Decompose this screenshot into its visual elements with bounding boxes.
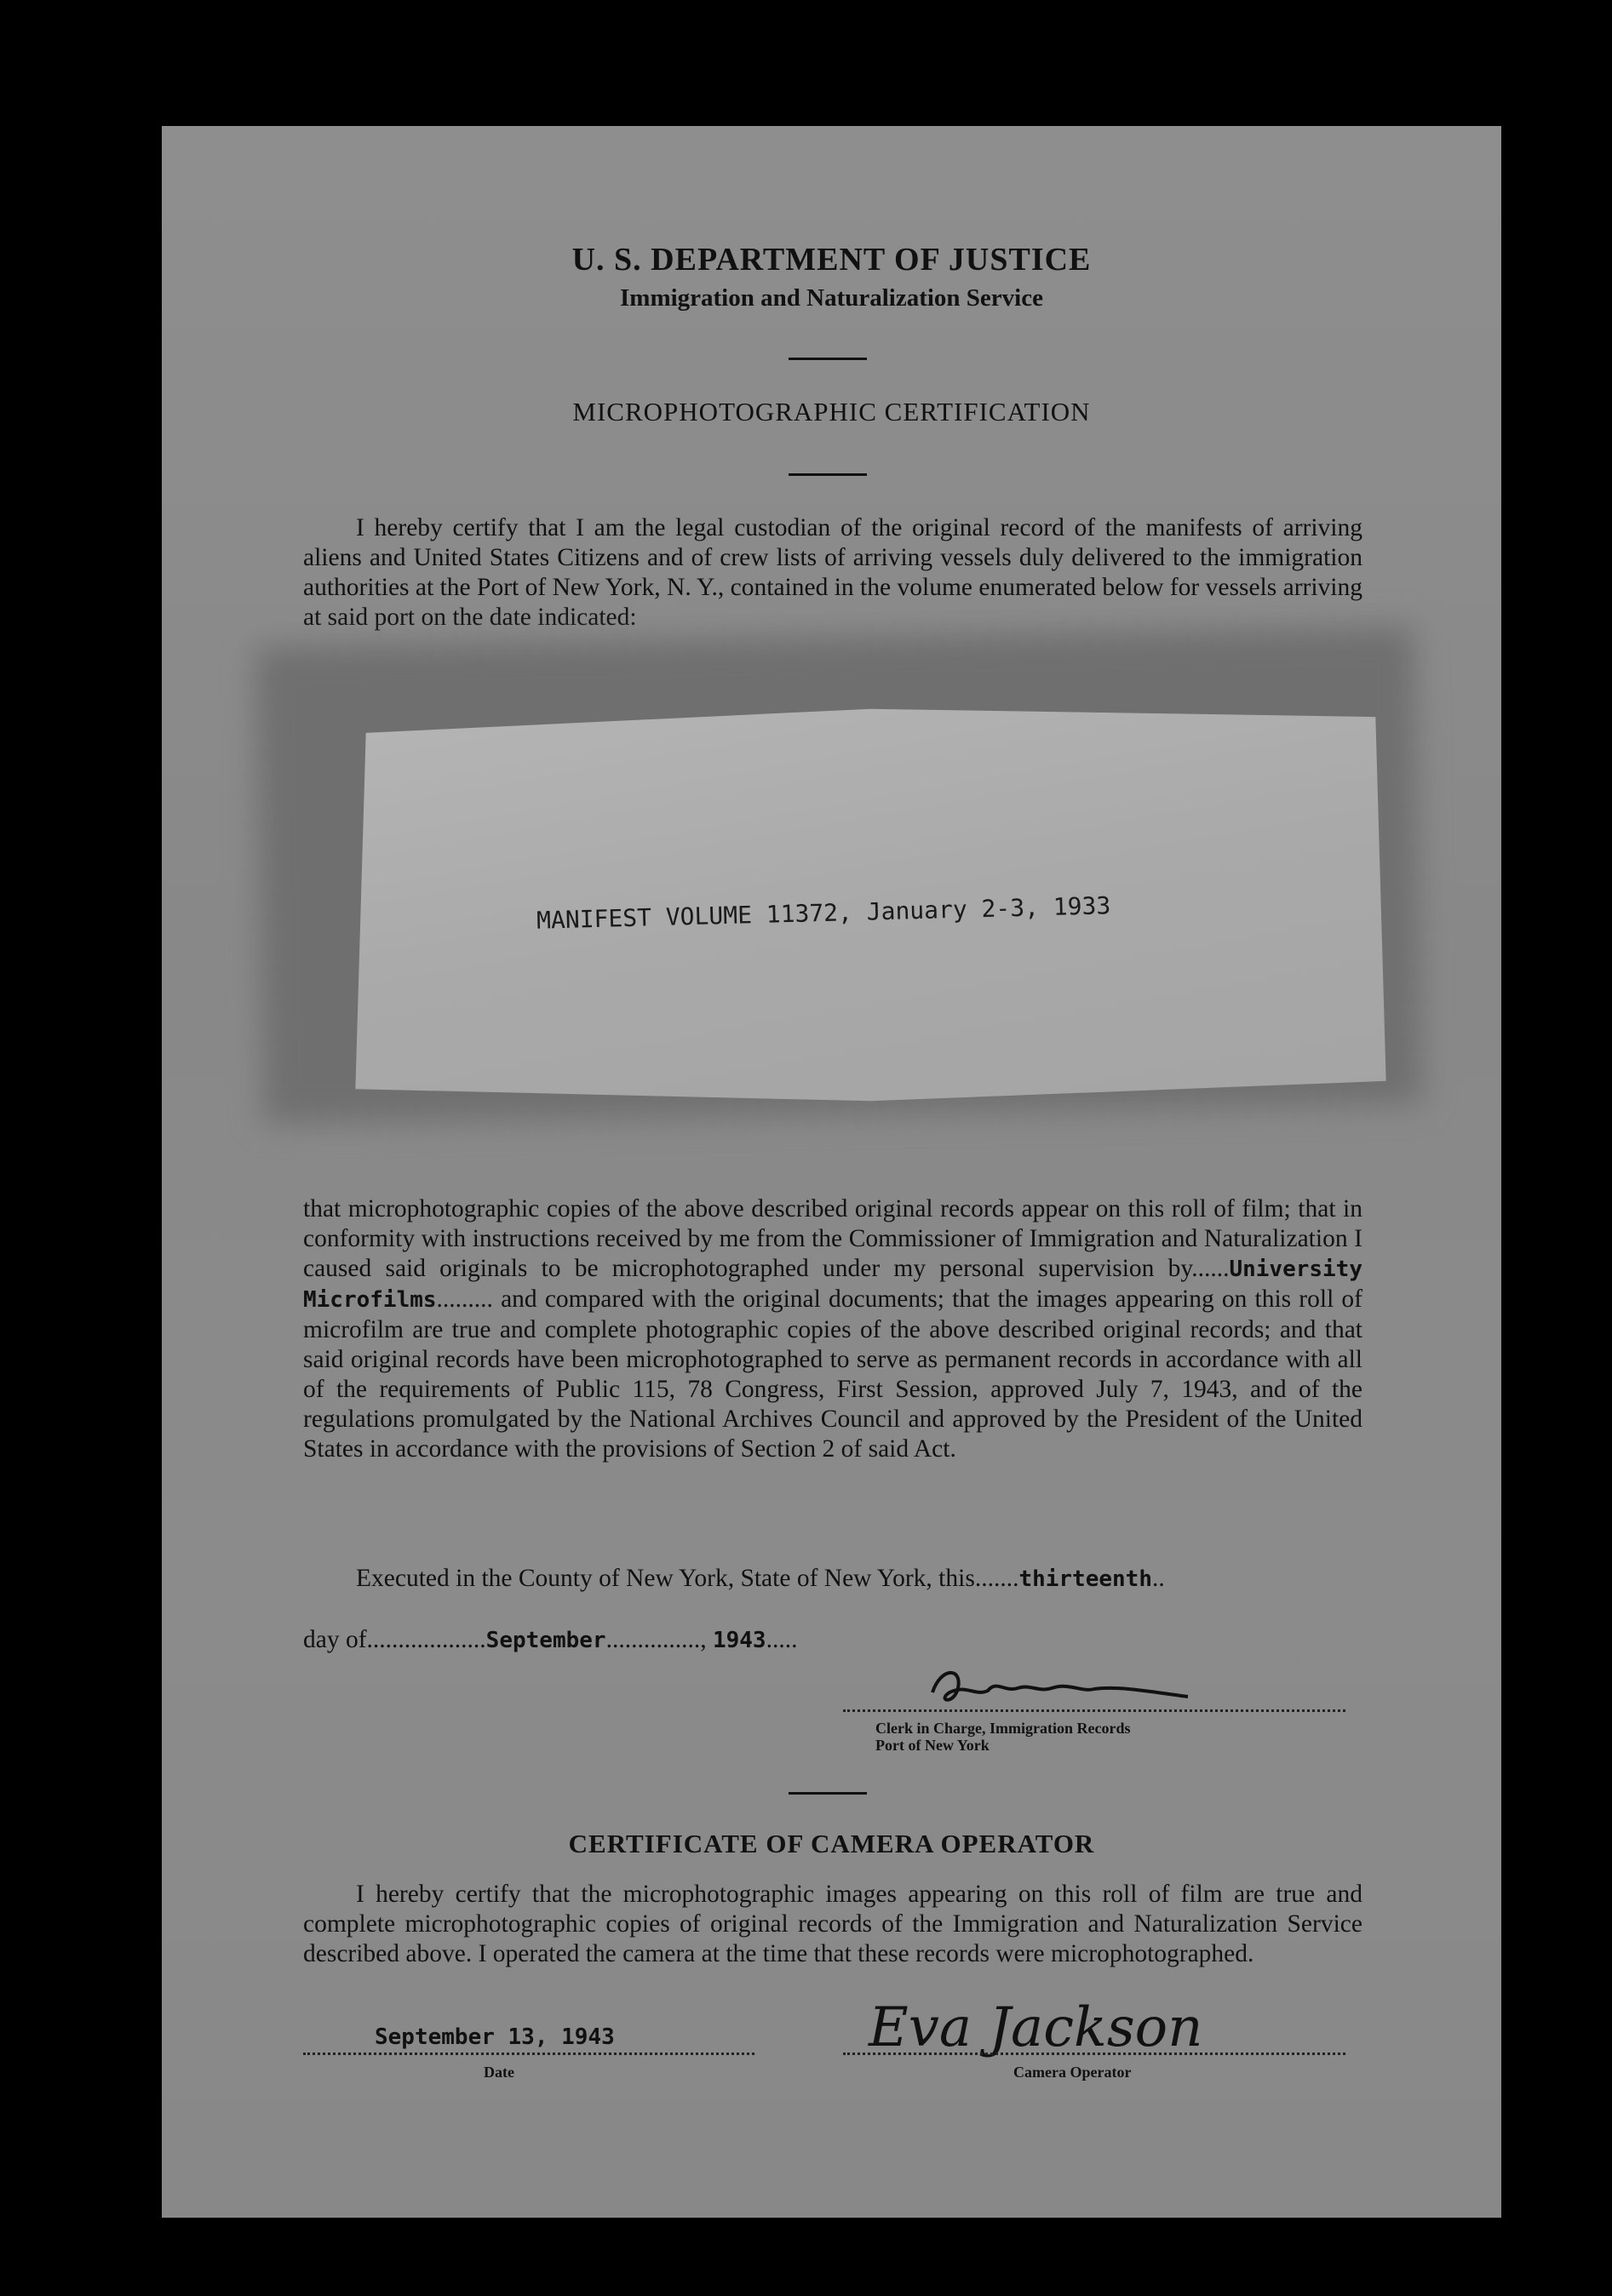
manifest-volume-label: MANIFEST VOLUME 11372, January 2-3, 1933 bbox=[536, 891, 1111, 935]
executed-text: Executed in the County of New York, State of New York, this bbox=[356, 1565, 975, 1592]
camera-operator-paragraph: I hereby certify that the microphotographic images appearing on this roll of film are true and complete microphotographic copies of original records of the Immigration and Naturalization Service described above. I operated the camera at the time that these records were microphotographed. bbox=[303, 1881, 1362, 1967]
microfilmer-name: University Microfilms bbox=[303, 1257, 1362, 1313]
day-of-line: day of...................September..............., 1943..... bbox=[303, 1626, 798, 1653]
divider bbox=[789, 358, 867, 360]
camera-operator-signature-text: Eva Jackson bbox=[869, 1996, 1203, 2059]
intro-paragraph: I hereby certify that I am the legal custodian of the original record of the manifests of arriving aliens and United States Citizens and of crew lists of arriving vessels duly delivered to the immigration authorities at the Port of New York, N. Y., contained in the volume enumerated below for vessels arriving at said port on the date indicated: bbox=[303, 514, 1362, 631]
certification-title: MICROPHOTOGRAPHIC CERTIFICATION bbox=[572, 397, 1091, 427]
service-subheading: Immigration and Naturalization Service bbox=[620, 284, 1043, 312]
clerk-title-line-2: Port of New York bbox=[875, 1737, 990, 1754]
certification-body: that microphotographic copies of the above described original records appear on this roll of film; that in conformity with instructions received by me from the Commissioner of Immigration and Naturalization I caused said originals to be microphotographed under my personal supervision by......University Microfilms......... and compared with the original documents; that the images appearing on this roll of microfilm are true and complete photographic copies of the above described original records; and that said original records have been microphotographed to serve as permanent records in accordance with all of the requirements of Public 115, 78 Congress, First Session, approved July 7, 1943, and of the regulations promulgated by the National Archives Council and approved by the President of the United States in accordance with the provisions of Section 2 of said Act. bbox=[303, 1195, 1363, 1463]
executed-line: Executed in the County of New York, State of New York, this.......thirteenth.. bbox=[356, 1565, 1165, 1592]
operator-date: September 13, 1943 bbox=[375, 2024, 615, 2050]
executed-day: thirteenth bbox=[1018, 1566, 1152, 1592]
camera-operator-title: CERTIFICATE OF CAMERA OPERATOR bbox=[568, 1829, 1095, 1858]
body-part-1: that microphotographic copies of the above described original records appear on this roll of film; that in conformity with instructions received by me from the Commissioner of Immigration and Naturalization I caused said originals to be microphotographed under my personal supervision by bbox=[303, 1195, 1362, 1282]
department-heading: U. S. DEPARTMENT OF JUSTICE bbox=[571, 242, 1092, 278]
date-line bbox=[303, 2053, 754, 2055]
divider bbox=[789, 473, 867, 476]
camera-operator-label: Camera Operator bbox=[1013, 2064, 1132, 2081]
day-of-label: day of bbox=[303, 1626, 367, 1653]
clerk-signature-line bbox=[843, 1709, 1345, 1712]
executed-month: September bbox=[485, 1628, 606, 1653]
body-part-2: and compared with the original documents; that the images appearing on this roll of microfilm are true and complete photographic copies of the above described original records; and that said original records have been microphotographed to serve as permanent records in accordance with all of the requirements of Public 115, 78 Congress, First Session, approved July 7, 1943, and of the regulations promulgated by the National Archives Council and approved by the President of the United States in accordance with the provisions of Section 2 of said Act. bbox=[303, 1285, 1363, 1463]
executed-year: 1943 bbox=[712, 1628, 766, 1653]
clerk-title-line-1: Clerk in Charge, Immigration Records bbox=[875, 1720, 1131, 1737]
camera-operator-signature bbox=[860, 1990, 1252, 2067]
date-label: Date bbox=[484, 2064, 514, 2081]
operator-signature-line bbox=[843, 2053, 1345, 2055]
certificate-page bbox=[162, 126, 1501, 2218]
divider bbox=[789, 1792, 867, 1795]
clerk-title bbox=[875, 1720, 1130, 1754]
